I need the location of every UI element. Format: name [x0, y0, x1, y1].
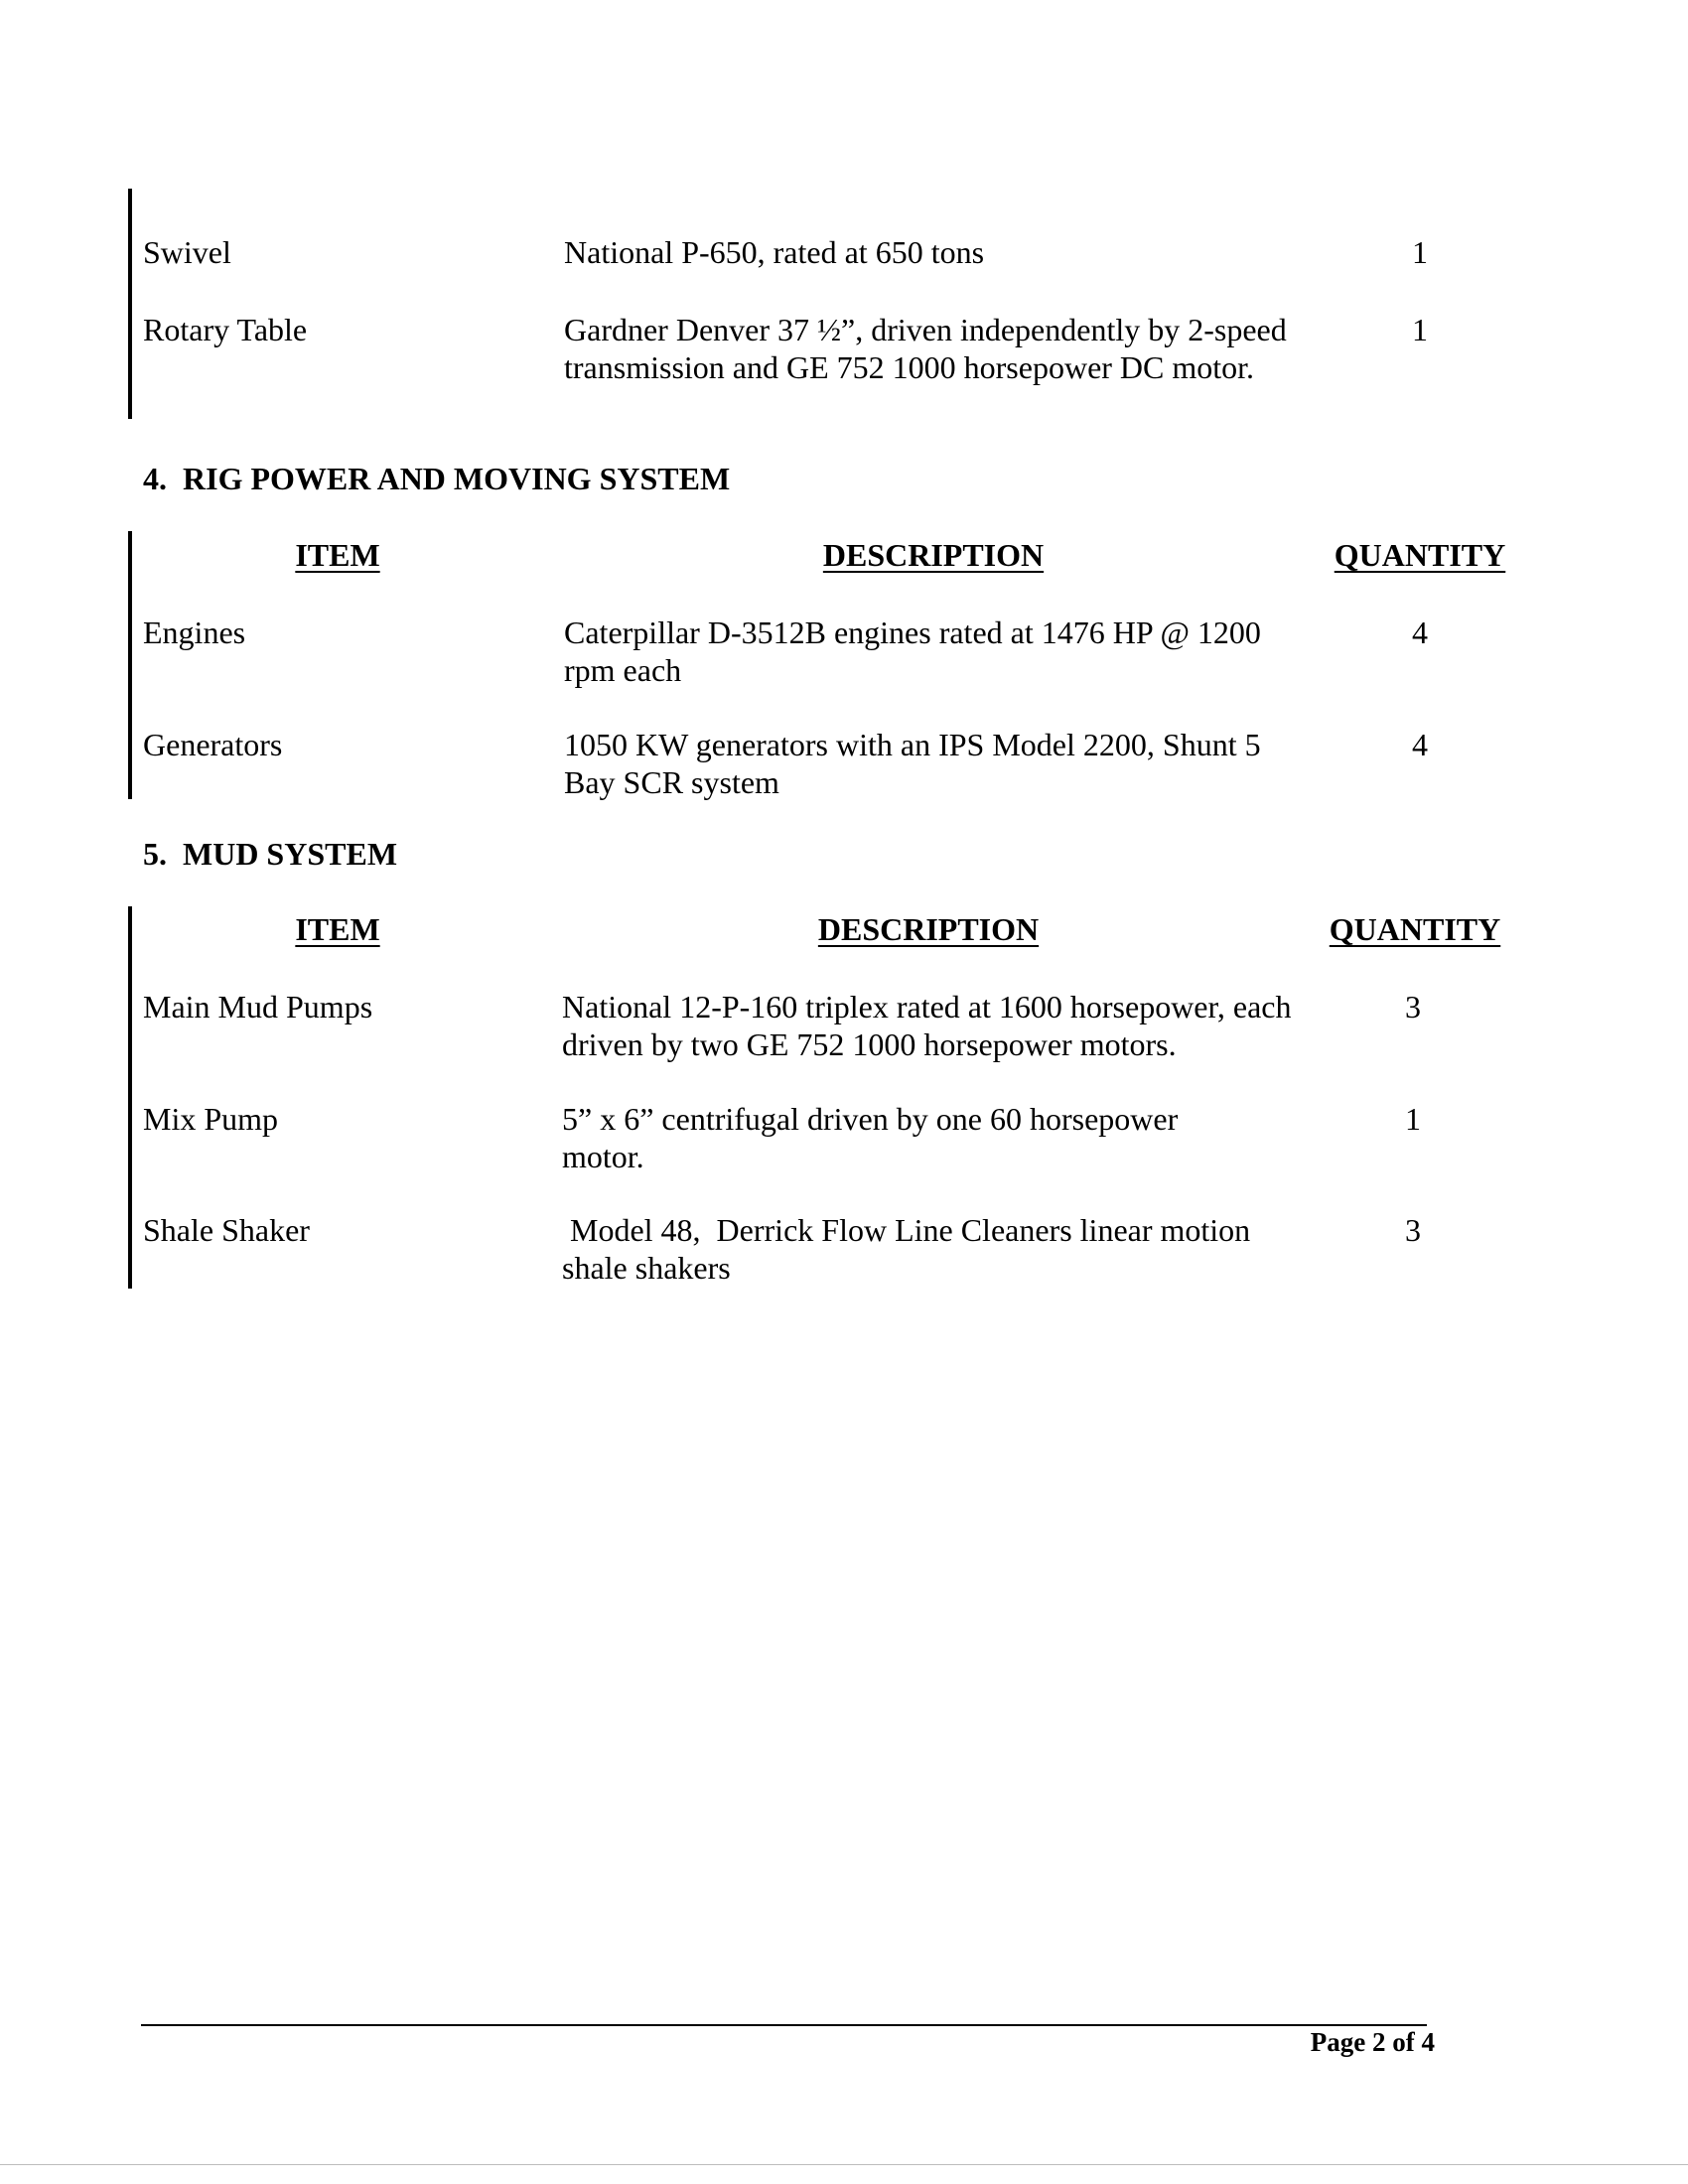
table-row-item: Mix Pump [143, 1101, 279, 1137]
table-row-quantity: 1 [1405, 1101, 1421, 1137]
table-row-description: Caterpillar D-3512B engines rated at 1476 HP @ 1200 rpm each [564, 614, 1261, 688]
table-row-description: 5” x 6” centrifugal driven by one 60 horsepower motor. [562, 1101, 1179, 1174]
table-row-quantity: 1 [1412, 312, 1428, 347]
table-row-description: National P-650, rated at 650 tons [564, 234, 985, 270]
table-row-description: Model 48, Derrick Flow Line Cleaners linear motion shale shakers [562, 1212, 1259, 1286]
change-bar [128, 531, 132, 799]
table-row-item: Rotary Table [143, 312, 308, 347]
column-header-description: DESCRIPTION [822, 537, 1045, 573]
table-row-item: Engines [143, 614, 246, 650]
table-row-item: Shale Shaker [143, 1212, 310, 1248]
column-header-item: ITEM [295, 537, 380, 573]
column-header-description: DESCRIPTION [817, 911, 1040, 947]
column-header-quantity: QUANTITY [1329, 911, 1501, 947]
table-row-description: National 12-P-160 triplex rated at 1600 horsepower, each driven by two GE 752 1000 horsepower motors. [562, 989, 1292, 1062]
table-row-quantity: 4 [1412, 614, 1428, 650]
table-row-quantity: 1 [1412, 234, 1428, 270]
table-row-item: Swivel [143, 234, 231, 270]
table-row-item: Main Mud Pumps [143, 989, 373, 1024]
table-row-quantity: 3 [1405, 989, 1421, 1024]
scan-edge-line [0, 2164, 1688, 2165]
change-bar [128, 906, 132, 1289]
table-row-quantity: 4 [1412, 727, 1428, 762]
page-number: Page 2 of 4 [1310, 2027, 1435, 2057]
table-row-item: Generators [143, 727, 283, 762]
table-row-description: Gardner Denver 37 ½”, driven independently by 2-speed transmission and GE 752 1000 horsepower DC motor. [564, 312, 1287, 385]
column-header-item: ITEM [295, 911, 380, 947]
table-row-description: 1050 KW generators with an IPS Model 2200, Shunt 5 Bay SCR system [564, 727, 1261, 800]
change-bar [128, 189, 132, 419]
section-heading: 4. RIG POWER AND MOVING SYSTEM [143, 461, 731, 496]
table-row-quantity: 3 [1405, 1212, 1421, 1248]
footer-rule [141, 2024, 1427, 2026]
column-header-quantity: QUANTITY [1334, 537, 1506, 573]
section-heading: 5. MUD SYSTEM [143, 836, 398, 872]
